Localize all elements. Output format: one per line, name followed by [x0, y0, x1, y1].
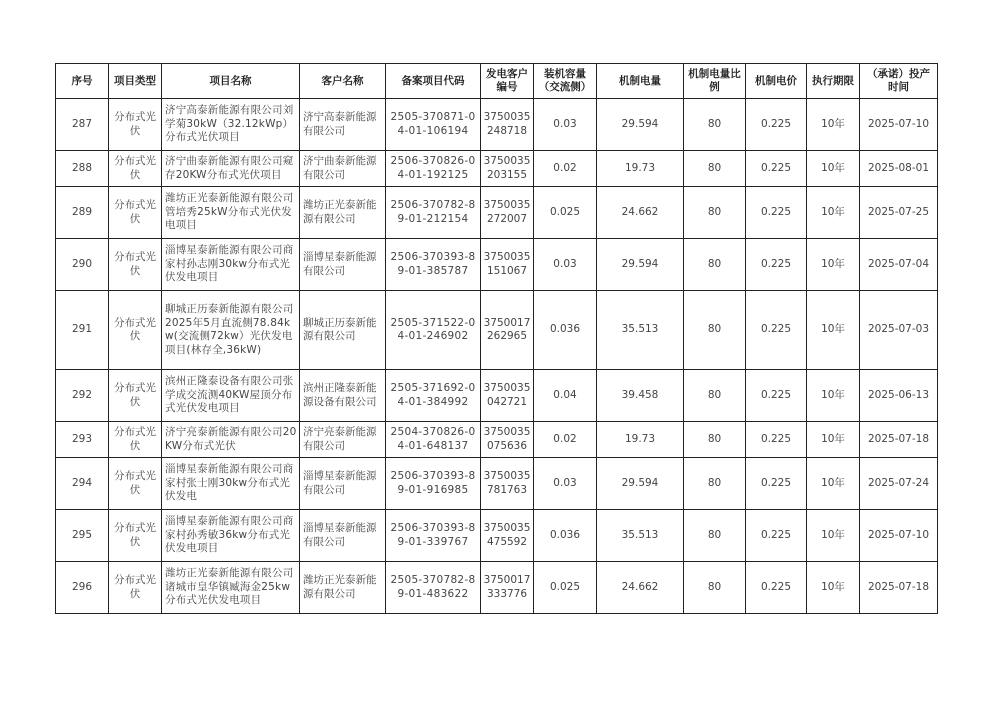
header-energy: 机制电量: [597, 64, 684, 99]
cell-customer: 淄博星泰新能源有限公司: [300, 458, 386, 510]
cell-term: 10年: [807, 510, 860, 562]
cell-customer: 济宁曲泰新能源有限公司: [300, 151, 386, 187]
cell-customer-no: 3750035075636: [481, 422, 534, 458]
cell-term: 10年: [807, 458, 860, 510]
cell-term: 10年: [807, 187, 860, 239]
table-row: [56, 187, 938, 239]
cell-price: 0.225: [746, 458, 807, 510]
cell-ratio: 80: [684, 99, 746, 151]
cell-date: 2025-07-03: [860, 291, 938, 370]
cell-date: 2025-07-18: [860, 422, 938, 458]
cell-price: 0.225: [746, 239, 807, 291]
cell-price: 0.225: [746, 370, 807, 422]
cell-term: 10年: [807, 239, 860, 291]
header-ratio: 机制电量比例: [684, 64, 746, 99]
table-row: [56, 99, 938, 151]
header-type: 项目类型: [109, 64, 162, 99]
cell-seq: 287: [56, 99, 109, 151]
cell-energy: 19.73: [597, 151, 684, 187]
cell-customer-no: 3750017333776: [481, 562, 534, 614]
cell-energy: 39.458: [597, 370, 684, 422]
cell-code: 2506-370393-89-01-385787: [386, 239, 481, 291]
cell-date: 2025-07-04: [860, 239, 938, 291]
cell-capacity: 0.036: [534, 291, 597, 370]
cell-term: 10年: [807, 370, 860, 422]
cell-term: 10年: [807, 151, 860, 187]
cell-energy: 29.594: [597, 99, 684, 151]
cell-type: 分布式光伏: [109, 510, 162, 562]
cell-type: 分布式光伏: [109, 291, 162, 370]
cell-capacity: 0.03: [534, 239, 597, 291]
cell-capacity: 0.04: [534, 370, 597, 422]
cell-term: 10年: [807, 99, 860, 151]
cell-date: 2025-08-01: [860, 151, 938, 187]
cell-seq: 288: [56, 151, 109, 187]
cell-price: 0.225: [746, 422, 807, 458]
cell-code: 2504-370826-04-01-648137: [386, 422, 481, 458]
project-table: [55, 63, 938, 614]
cell-ratio: 80: [684, 370, 746, 422]
cell-code: 2505-371522-04-01-246902: [386, 291, 481, 370]
cell-type: 分布式光伏: [109, 458, 162, 510]
cell-price: 0.225: [746, 151, 807, 187]
cell-seq: 294: [56, 458, 109, 510]
cell-ratio: 80: [684, 239, 746, 291]
header-seq: 序号: [56, 64, 109, 99]
cell-name: 淄博星泰新能源有限公司商家村孙秀敏36kw分布式光伏发电项目: [162, 510, 300, 562]
cell-energy: 24.662: [597, 187, 684, 239]
cell-ratio: 80: [684, 510, 746, 562]
cell-name: 济宁曲泰新能源有限公司窥存20KW分布式光伏项目: [162, 151, 300, 187]
cell-energy: 35.513: [597, 510, 684, 562]
cell-code: 2506-370782-89-01-212154: [386, 187, 481, 239]
cell-customer-no: 3750035042721: [481, 370, 534, 422]
cell-type: 分布式光伏: [109, 151, 162, 187]
cell-energy: 29.594: [597, 458, 684, 510]
cell-ratio: 80: [684, 151, 746, 187]
cell-customer-no: 3750017262965: [481, 291, 534, 370]
cell-ratio: 80: [684, 458, 746, 510]
cell-seq: 289: [56, 187, 109, 239]
header-row: [56, 64, 938, 99]
cell-type: 分布式光伏: [109, 99, 162, 151]
cell-date: 2025-07-18: [860, 562, 938, 614]
cell-customer: 滨州正隆泰新能源设备有限公司: [300, 370, 386, 422]
cell-type: 分布式光伏: [109, 370, 162, 422]
cell-seq: 292: [56, 370, 109, 422]
table-row: [56, 422, 938, 458]
cell-date: 2025-07-10: [860, 510, 938, 562]
cell-type: 分布式光伏: [109, 187, 162, 239]
cell-price: 0.225: [746, 510, 807, 562]
cell-date: 2025-07-24: [860, 458, 938, 510]
cell-date: 2025-07-10: [860, 99, 938, 151]
cell-customer: 淄博星泰新能源有限公司: [300, 510, 386, 562]
cell-ratio: 80: [684, 422, 746, 458]
cell-capacity: 0.03: [534, 99, 597, 151]
cell-code: 2505-371692-04-01-384992: [386, 370, 481, 422]
cell-date: 2025-07-25: [860, 187, 938, 239]
cell-seq: 296: [56, 562, 109, 614]
cell-capacity: 0.025: [534, 187, 597, 239]
cell-customer-no: 3750035475592: [481, 510, 534, 562]
cell-name: 潍坊正光泰新能源有限公司管培秀25kW分布式光伏发电项目: [162, 187, 300, 239]
header-customer-no: 发电客户编号: [481, 64, 534, 99]
cell-customer-no: 3750035781763: [481, 458, 534, 510]
header-customer: 客户名称: [300, 64, 386, 99]
cell-customer: 潍坊正光泰新能源有限公司: [300, 562, 386, 614]
cell-ratio: 80: [684, 562, 746, 614]
cell-term: 10年: [807, 562, 860, 614]
cell-price: 0.225: [746, 187, 807, 239]
table-row: [56, 370, 938, 422]
header-term: 执行期限: [807, 64, 860, 99]
header-capacity: 装机容量（交流侧）: [534, 64, 597, 99]
cell-name: 济宁高泰新能源有限公司刘学菊30kW（32.12kWp）分布式光伏项目: [162, 99, 300, 151]
cell-code: 2505-370782-89-01-483622: [386, 562, 481, 614]
cell-customer-no: 3750035272007: [481, 187, 534, 239]
header-code: 备案项目代码: [386, 64, 481, 99]
cell-energy: 29.594: [597, 239, 684, 291]
cell-name: 聊城正历泰新能源有限公司2025年5月直流侧78.84kw(交流侧72kw）光伏发电项目(林存全,36kW): [162, 291, 300, 370]
cell-term: 10年: [807, 422, 860, 458]
table-row: [56, 239, 938, 291]
cell-customer-no: 3750035151067: [481, 239, 534, 291]
cell-seq: 291: [56, 291, 109, 370]
cell-name: 潍坊正光泰新能源有限公司诸城市皇华镇臧海金25kw分布式光伏发电项目: [162, 562, 300, 614]
cell-ratio: 80: [684, 187, 746, 239]
cell-customer: 淄博星泰新能源有限公司: [300, 239, 386, 291]
cell-energy: 24.662: [597, 562, 684, 614]
header-date: （承诺）投产时间: [860, 64, 938, 99]
cell-customer: 济宁亮泰新能源有限公司: [300, 422, 386, 458]
cell-name: 济宁亮泰新能源有限公司20KW分布式光伏: [162, 422, 300, 458]
cell-name: 滨州正隆泰设备有限公司张学成交流测40KW屋顶分布式光伏发电项目: [162, 370, 300, 422]
cell-capacity: 0.036: [534, 510, 597, 562]
cell-type: 分布式光伏: [109, 422, 162, 458]
cell-customer: 潍坊正光泰新能源有限公司: [300, 187, 386, 239]
table-row: [56, 562, 938, 614]
cell-name: 淄博星泰新能源有限公司商家村张士刚30kw分布式光伏发电: [162, 458, 300, 510]
cell-customer-no: 3750035248718: [481, 99, 534, 151]
cell-capacity: 0.02: [534, 422, 597, 458]
cell-code: 2506-370393-89-01-339767: [386, 510, 481, 562]
cell-date: 2025-06-13: [860, 370, 938, 422]
cell-price: 0.225: [746, 562, 807, 614]
cell-price: 0.225: [746, 99, 807, 151]
table-row: [56, 291, 938, 370]
cell-customer: 济宁高泰新能源有限公司: [300, 99, 386, 151]
cell-type: 分布式光伏: [109, 239, 162, 291]
cell-type: 分布式光伏: [109, 562, 162, 614]
cell-customer: 聊城正历泰新能源有限公司: [300, 291, 386, 370]
cell-seq: 295: [56, 510, 109, 562]
table-row: [56, 458, 938, 510]
cell-code: 2505-370871-04-01-106194: [386, 99, 481, 151]
cell-energy: 35.513: [597, 291, 684, 370]
header-name: 项目名称: [162, 64, 300, 99]
header-price: 机制电价: [746, 64, 807, 99]
cell-term: 10年: [807, 291, 860, 370]
cell-seq: 290: [56, 239, 109, 291]
cell-code: 2506-370393-89-01-916985: [386, 458, 481, 510]
cell-price: 0.225: [746, 291, 807, 370]
cell-name: 淄博星泰新能源有限公司商家村孙志刚30kw分布式光伏发电项目: [162, 239, 300, 291]
table-row: [56, 510, 938, 562]
cell-code: 2506-370826-04-01-192125: [386, 151, 481, 187]
cell-energy: 19.73: [597, 422, 684, 458]
cell-capacity: 0.025: [534, 562, 597, 614]
cell-ratio: 80: [684, 291, 746, 370]
cell-seq: 293: [56, 422, 109, 458]
cell-customer-no: 3750035203155: [481, 151, 534, 187]
cell-capacity: 0.02: [534, 151, 597, 187]
cell-capacity: 0.03: [534, 458, 597, 510]
table-row: [56, 151, 938, 187]
